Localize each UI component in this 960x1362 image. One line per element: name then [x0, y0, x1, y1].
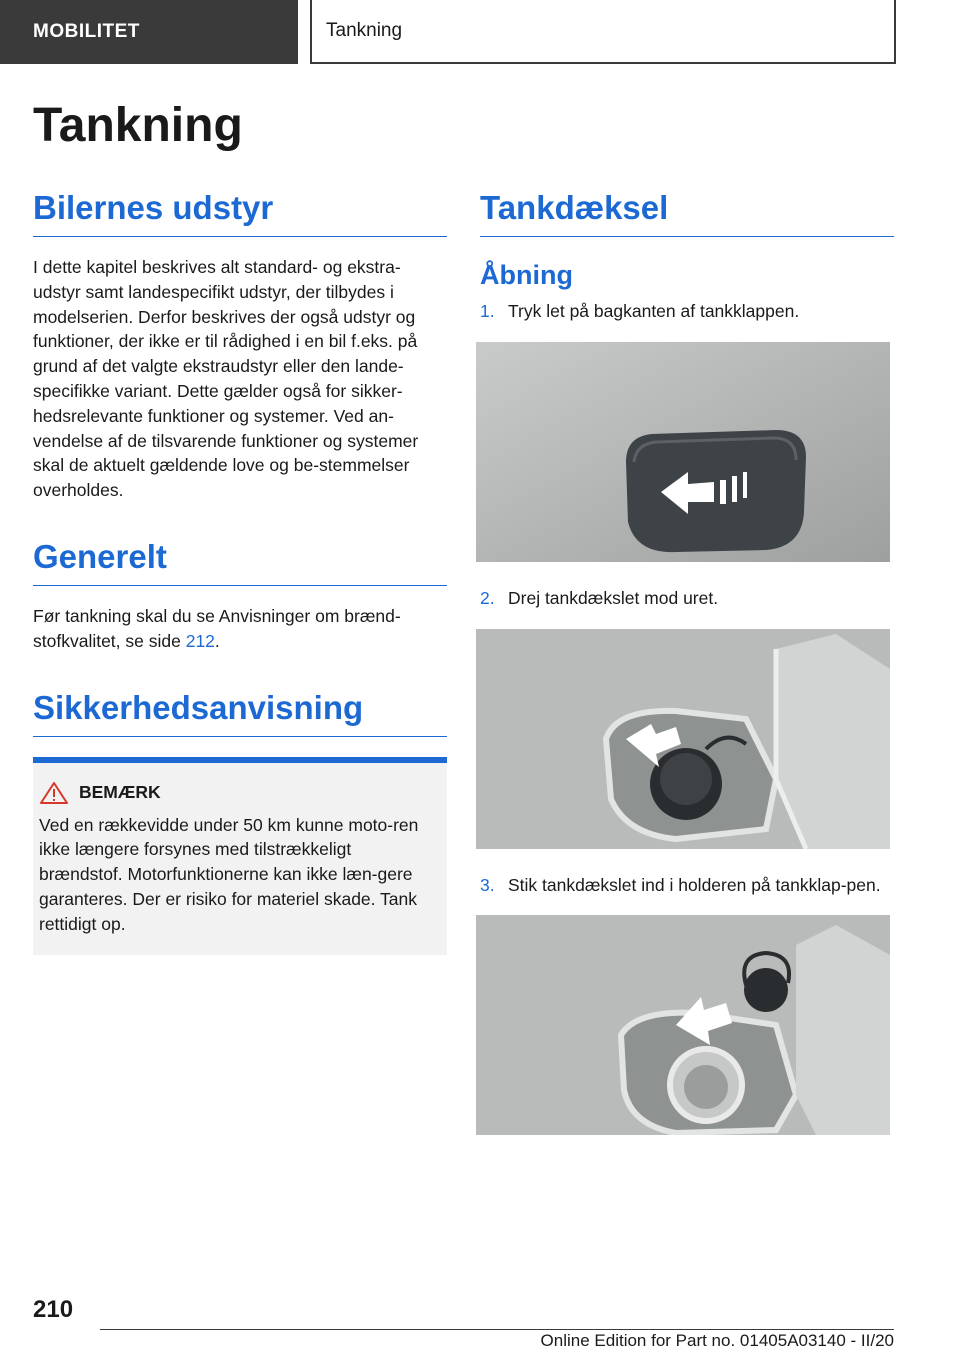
footer-divider — [100, 1329, 894, 1330]
section-general — [33, 537, 447, 654]
left-column — [33, 188, 447, 955]
general-text — [33, 604, 447, 654]
subheading-opening: Åbning — [480, 260, 573, 290]
heading-fuel-cap: Tankdæksel — [480, 188, 894, 237]
photo-hold-cap — [476, 915, 890, 1135]
section-safety — [33, 688, 447, 955]
photo-turn-cap — [476, 629, 890, 849]
section-label: MOBILITET — [33, 21, 140, 42]
heading-general: Generelt — [33, 537, 447, 586]
right-column — [480, 188, 894, 1159]
step-text: Tryk let på bagkanten af tankklappen. — [508, 301, 800, 321]
step-text: Drej tankdækslet mod uret. — [508, 587, 719, 608]
page-title: Tankning — [33, 99, 243, 152]
section-tab — [0, 0, 298, 64]
step-number: 3. — [480, 874, 495, 895]
heading-equipment: Bilernes udstyr — [33, 188, 447, 237]
notice-header — [39, 781, 439, 805]
step-3 — [480, 873, 894, 898]
chapter-tab — [310, 0, 896, 64]
general-text-before: Før tankning skal du se Anvisninger om brænd-stofkvalitet, se side — [33, 605, 401, 651]
step-number: 2. — [480, 587, 495, 608]
page-number: 210 — [33, 1296, 74, 1323]
equipment-text: I dette kapitel beskrives alt standard- og ekstra-udstyr samt landespecifikt udstyr, der tilbydes i modelserien. Derfor beskrives der også udstyr og funktioner, der ikke er til rådighed i en bil f.eks. på grund af det valgte ekstraudstyr eller den lande-specifikke variant. Dette gælder også for sikker-hedsrelevante funktioner og systemer. Ved an-vendelse af de tilsvarende funktioner og systemer skal de aktuelt gældende love og be-stemmelser overholdes. — [33, 257, 419, 501]
step-2 — [480, 586, 894, 611]
section-equipment — [33, 188, 447, 503]
step-number: 1. — [480, 301, 495, 321]
footer-edition: Online Edition for Part no. 01405A03140 - II/20 — [540, 1331, 894, 1350]
general-text-after: . — [214, 630, 220, 651]
photo-press-flap — [476, 342, 890, 562]
notice-box — [33, 757, 447, 955]
heading-safety: Sikkerhedsanvisning — [33, 688, 447, 737]
step-1 — [480, 299, 894, 324]
chapter-label: Tankning — [326, 20, 403, 41]
step-text: Stik tankdækslet ind i holderen på tankklap-pen. — [508, 874, 881, 895]
page-link[interactable]: 212 — [185, 630, 215, 651]
warning-triangle-icon — [39, 781, 69, 805]
notice-text: Ved en rækkevidde under 50 km kunne moto-ren ikke længere forsynes med tilstrækkeligt brændstof. Motorfunktionerne kan ikke læn-gere garanteres. Der er risiko for materiel skade. Tank rettidigt op. — [39, 814, 419, 934]
notice-title: BEMÆRK — [79, 782, 161, 803]
